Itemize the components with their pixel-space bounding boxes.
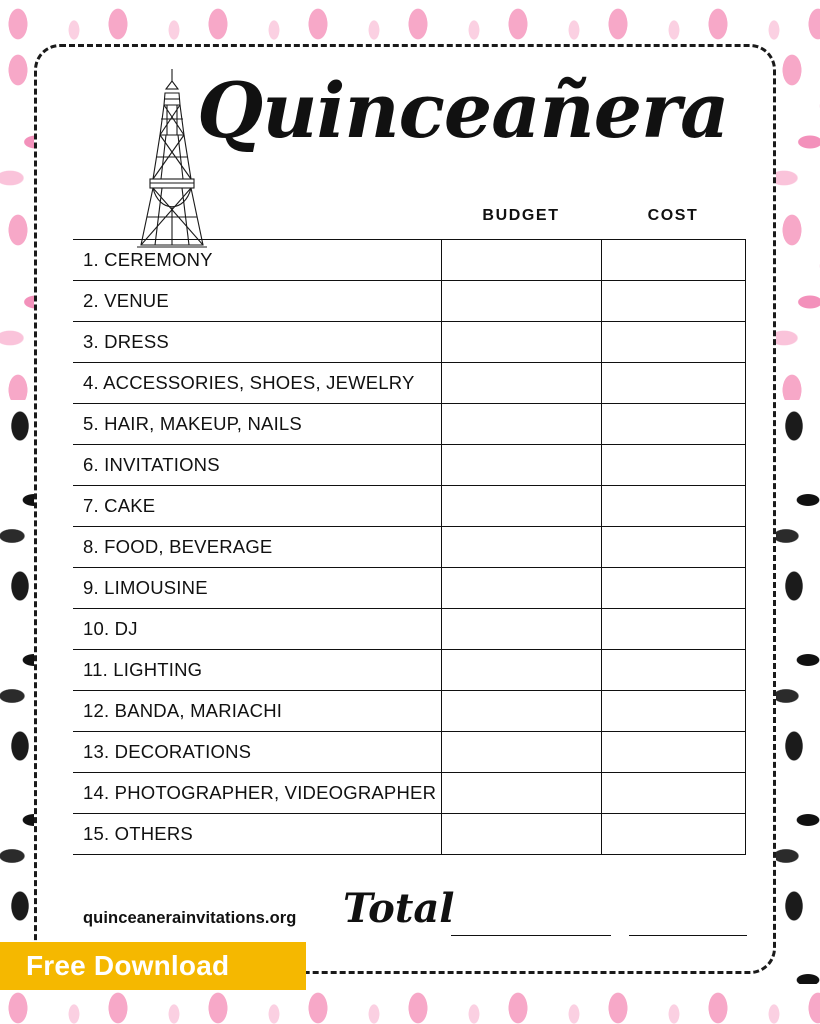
table-row xyxy=(73,732,745,773)
table-row xyxy=(73,404,745,445)
row-label: 10. DJ xyxy=(73,609,441,650)
table-row xyxy=(73,486,745,527)
row-label: 7. CAKE xyxy=(73,486,441,527)
row-cost-cell[interactable] xyxy=(601,527,745,568)
table-body xyxy=(73,240,745,855)
row-budget-cell[interactable] xyxy=(441,773,601,814)
row-budget-cell[interactable] xyxy=(441,814,601,855)
budget-table-wrapper xyxy=(73,199,745,855)
row-budget-cell[interactable] xyxy=(441,691,601,732)
table-header xyxy=(73,199,745,240)
row-cost-cell[interactable] xyxy=(601,281,745,322)
table-row xyxy=(73,322,745,363)
row-label: 9. LIMOUSINE xyxy=(73,568,441,609)
row-budget-cell[interactable] xyxy=(441,281,601,322)
row-label: 15. OTHERS xyxy=(73,814,441,855)
row-label: 8. FOOD, BEVERAGE xyxy=(73,527,441,568)
border-pattern-bottom xyxy=(0,984,820,1024)
row-label: 2. VENUE xyxy=(73,281,441,322)
total-label: Total xyxy=(343,885,455,932)
table-row xyxy=(73,281,745,322)
row-cost-cell[interactable] xyxy=(601,691,745,732)
row-label: 11. LIGHTING xyxy=(73,650,441,691)
row-cost-cell[interactable] xyxy=(601,773,745,814)
table-row xyxy=(73,445,745,486)
row-label: 4. ACCESSORIES, SHOES, JEWELRY xyxy=(73,363,441,404)
row-cost-cell[interactable] xyxy=(601,486,745,527)
column-header-item xyxy=(73,199,441,240)
free-download-banner[interactable] xyxy=(0,942,306,990)
table-row xyxy=(73,773,745,814)
row-label: 12. BANDA, MARIACHI xyxy=(73,691,441,732)
row-cost-cell[interactable] xyxy=(601,404,745,445)
website-url: quinceanerainvitations.org xyxy=(83,909,297,927)
row-label: 1. CEREMONY xyxy=(73,240,441,281)
row-budget-cell[interactable] xyxy=(441,609,601,650)
row-budget-cell[interactable] xyxy=(441,650,601,691)
table-row xyxy=(73,568,745,609)
table-row xyxy=(73,363,745,404)
row-budget-cell[interactable] xyxy=(441,404,601,445)
table-row xyxy=(73,527,745,568)
total-budget-line[interactable] xyxy=(451,935,611,936)
column-header-cost: COST xyxy=(647,207,699,224)
row-cost-cell[interactable] xyxy=(601,322,745,363)
row-label: 5. HAIR, MAKEUP, NAILS xyxy=(73,404,441,445)
table-row xyxy=(73,814,745,855)
total-cost-line[interactable] xyxy=(629,935,747,936)
row-cost-cell[interactable] xyxy=(601,240,745,281)
row-cost-cell[interactable] xyxy=(601,650,745,691)
table-row xyxy=(73,609,745,650)
table-row xyxy=(73,240,745,281)
sheet-card xyxy=(34,44,776,974)
border-pattern-top xyxy=(0,0,820,46)
row-cost-cell[interactable] xyxy=(601,814,745,855)
row-label: 3. DRESS xyxy=(73,322,441,363)
row-cost-cell[interactable] xyxy=(601,609,745,650)
row-cost-cell[interactable] xyxy=(601,445,745,486)
row-budget-cell[interactable] xyxy=(441,568,601,609)
row-budget-cell[interactable] xyxy=(441,240,601,281)
table-row xyxy=(73,691,745,732)
row-label: 13. DECORATIONS xyxy=(73,732,441,773)
row-budget-cell[interactable] xyxy=(441,445,601,486)
row-cost-cell[interactable] xyxy=(601,363,745,404)
row-budget-cell[interactable] xyxy=(441,322,601,363)
border-pattern-right-dark xyxy=(774,400,820,984)
row-budget-cell[interactable] xyxy=(441,363,601,404)
row-cost-cell[interactable] xyxy=(601,568,745,609)
row-label: 14. PHOTOGRAPHER, VIDEOGRAPHER xyxy=(73,773,441,814)
free-download-label: Free Download xyxy=(26,950,230,981)
table-row xyxy=(73,650,745,691)
budget-table xyxy=(73,199,746,855)
page-title: Quinceañera xyxy=(197,66,729,155)
column-header-budget: BUDGET xyxy=(482,207,560,224)
row-label: 6. INVITATIONS xyxy=(73,445,441,486)
row-budget-cell[interactable] xyxy=(441,527,601,568)
row-budget-cell[interactable] xyxy=(441,486,601,527)
row-cost-cell[interactable] xyxy=(601,732,745,773)
row-budget-cell[interactable] xyxy=(441,732,601,773)
